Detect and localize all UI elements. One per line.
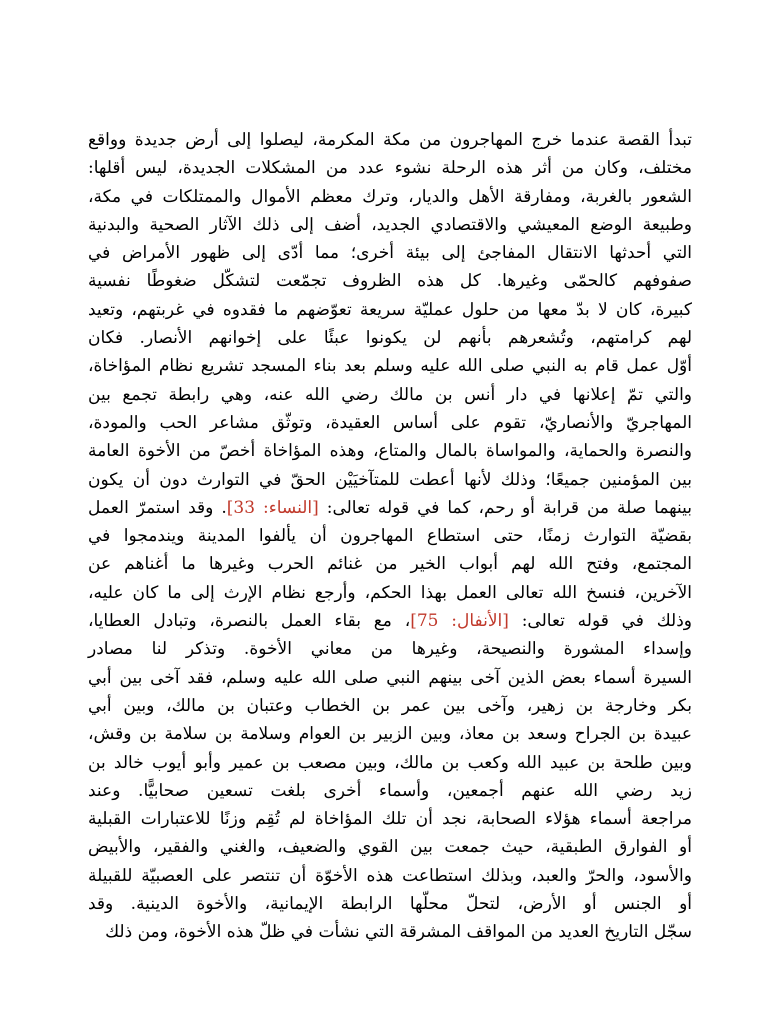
text-line <box>88 324 692 352</box>
text-segment: وإسداء المشورة والنصيحة، وغيرها من معاني الأخوة. وتذكر لنا مصادر <box>88 639 692 660</box>
text-segment: زيد رضي الله عنهم أجمعين، وأسماء أخرى بلغت تسعين صحابيًّا. وعند <box>88 780 692 801</box>
text-segment: أو الجنس أو الأرض، لتحلّ محلّها الرابطة الإيمانية، والأخوة الدينية. وقد <box>88 894 692 915</box>
text-line <box>88 352 692 380</box>
text-segment: وبين طلحة بن عبيد الله وكعب بن مالك، وبين مصعب بن عمير وأبو أيوب خالد بن <box>88 752 692 773</box>
text-segment: ، مع بقاء العمل بالنصرة، وتبادل العطايا، <box>88 611 411 632</box>
text-line <box>88 239 692 267</box>
text-segment: المجتمع، وفتح الله لهم أبواب الخير من غنائم الحرب وغيرها ما أغناهم عن <box>88 554 692 575</box>
text-segment: التي أحدثها الانتقال المفاجئ إلى بيئة أخرى؛ مما أدّى إلى ظهور الأمراض في <box>88 243 692 264</box>
text-segment: كبيرة، كان لا بدّ معها من حلول عمليّة سريعة تعوّضهم ما فقدوه في غربتهم، وتعيد <box>88 299 692 320</box>
text-segment: الشعور بالغربة، ومفارقة الأهل والديار، وترك معظم الأموال والممتلكات في مكة، <box>88 186 692 207</box>
text-segment: لهم كرامتهم، وتُشعرهم بأنهم لن يكونوا عبئًا على إخوانهم الأنصار. فكان <box>88 328 692 349</box>
text-segment: والأسود، والحرّ والعبد، وبذلك استطاعت هذه الأخوّة أن تنتصر على العصبيّة للقبيلة <box>88 865 692 886</box>
text-line <box>88 720 692 748</box>
text-line <box>88 692 692 720</box>
text-line <box>88 296 692 324</box>
text-segment: بين المؤمنين جميعًا؛ وذلك لأنها أعطت للمتآخيَيْن الحقّ في التوارث دون أن يكون <box>88 469 692 490</box>
text-segment: السيرة أسماء بعض الذين آخى بينهم النبي صلى الله عليه وسلم، فقد آخى بين أبي <box>88 667 692 688</box>
text-line <box>88 267 692 295</box>
quran-reference: [الأنفال: 75] <box>410 611 509 632</box>
text-line <box>88 607 692 635</box>
text-segment: والنصرة والحماية، والمواساة بالمال والمتاع، وهذه المؤاخاة أخصّ من الأخوة العامة <box>88 441 692 462</box>
text-line <box>88 635 692 663</box>
text-line <box>88 437 692 465</box>
text-segment: مختلف، وكان من أثر هذه الرحلة نشوء عدد من المشكلات الجديدة، ليس أقلها: <box>88 158 692 179</box>
text-line <box>88 183 692 211</box>
text-segment: بكر وخارجة بن زهير، وآخى بين عمر بن الخطاب وعتبان بن مالك، وبين أبي <box>88 695 692 716</box>
quran-reference: [النساء: 33] <box>226 497 319 518</box>
text-line <box>88 862 692 890</box>
text-line <box>88 749 692 777</box>
text-segment: وطبيعة الوضع المعيشي والاقتصادي الجديد، أضف إلى ذلك الآثار الصحية والبدنية <box>88 214 692 235</box>
text-line <box>88 211 692 239</box>
text-segment: وذلك في قوله تعالى: <box>508 611 693 632</box>
text-line <box>88 550 692 578</box>
text-line <box>88 918 692 946</box>
text-line <box>88 664 692 692</box>
text-segment: والتي تمّ إعلانها في دار أنس بن مالك رضي الله عنه، وهي رابطة تجمع بين <box>88 384 692 405</box>
text-segment: مراجعة أسماء هؤلاء الصحابة، نجد أن تلك المؤاخاة لم تُقِم وزنًا للاعتبارات القبلية <box>88 809 692 830</box>
text-line <box>88 154 692 182</box>
document-page <box>88 126 693 943</box>
text-segment: المهاجريّ والأنصاريّ، تقوم على أساس العقيدة، وتوثّق مشاعر الحب والمودة، <box>88 412 692 433</box>
text-line <box>88 494 692 522</box>
text-segment: أو الفوارق الطبقية، حيث جمعت بين القوي والضعيف، والغني والفقير، والأبيض <box>88 837 692 858</box>
text-segment: صفوفهم كالحمّى وغيرها. كل هذه الظروف تجمّعت لتشكّل ضغوطًا نفسية <box>88 271 692 292</box>
text-line <box>88 409 692 437</box>
text-line <box>88 126 692 154</box>
text-segment: تبدأ القصة عندما خرج المهاجرون من مكة المكرمة، ليصلوا إلى أرض جديدة وواقع <box>88 130 692 150</box>
text-line <box>88 579 692 607</box>
text-segment: بينهما صلة من قرابة أو رحم، كما في قوله تعالى: <box>318 497 692 518</box>
text-segment: عبيدة بن الجراح وسعد بن معاذ، وبين الزبير بن العوام وسلامة بن سلامة بن وقش، <box>88 724 692 745</box>
text-line <box>88 381 692 409</box>
text-line <box>88 805 692 833</box>
text-line <box>88 833 692 861</box>
text-line <box>88 777 692 805</box>
text-line <box>88 466 692 494</box>
text-segment: أوّل عمل قام به النبي صلى الله عليه وسلم بعد بناء المسجد تشريع نظام المؤاخاة، <box>88 356 692 377</box>
text-line <box>88 890 692 918</box>
text-segment: سجّل التاريخ العديد من المواقف المشرقة التي نشأت في ظلّ هذه الأخوة، ومن ذلك <box>105 922 692 943</box>
text-segment: . وقد استمرّ العمل <box>88 497 227 518</box>
text-segment: بقضيّة التوارث زمنًا، حتى استطاع المهاجرون أن يألفوا المدينة ويندمجوا في <box>88 526 692 547</box>
text-line <box>88 522 692 550</box>
text-segment: الآخرين، فنسخ الله تعالى العمل بهذا الحكم، وأرجع نظام الإرث إلى ما كان عليه، <box>88 582 692 603</box>
